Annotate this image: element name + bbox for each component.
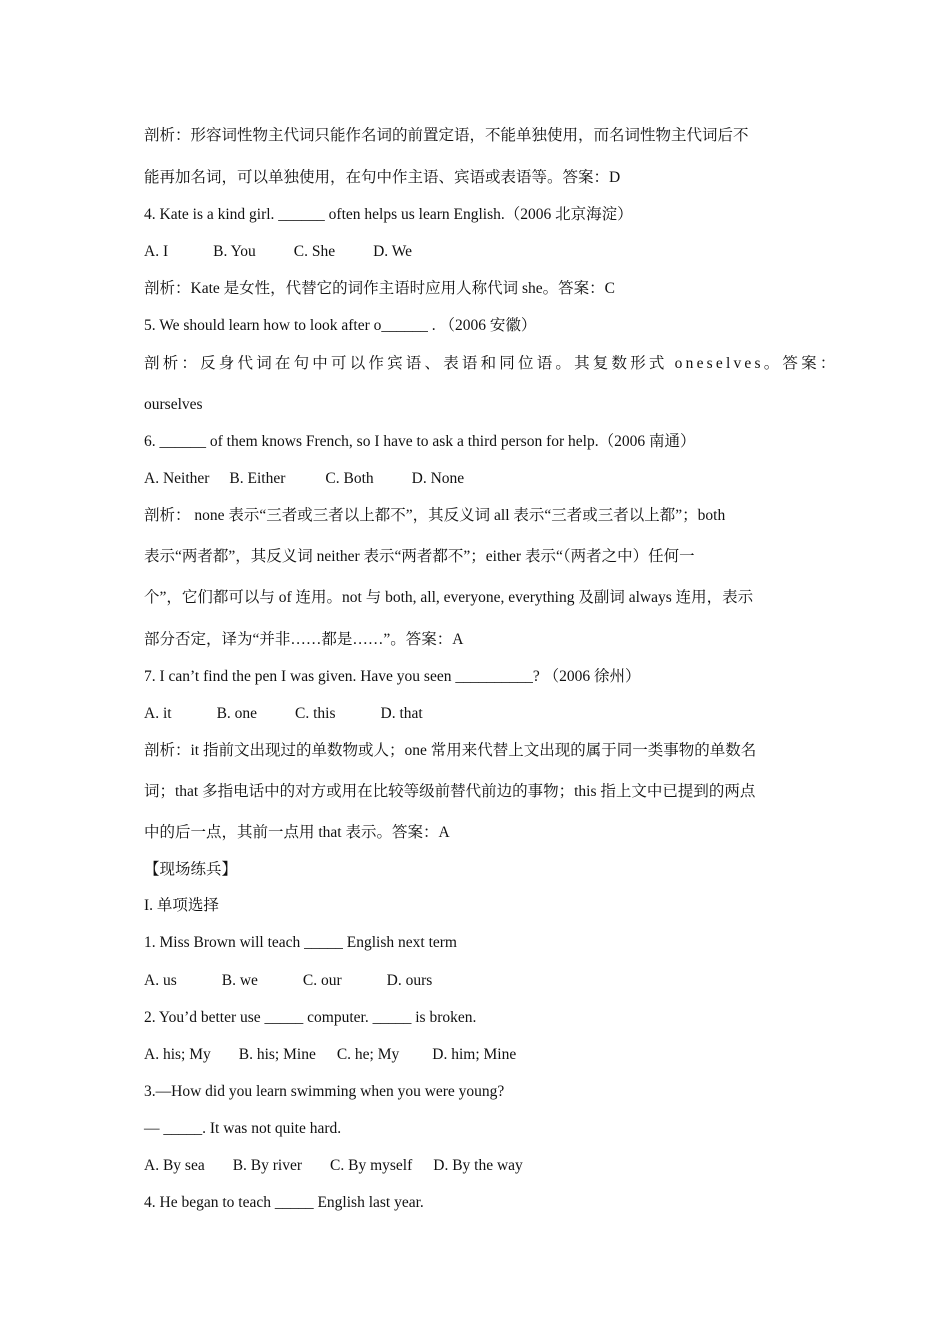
question-5: 5. We should learn how to look after o______ . （2006 安徽） <box>144 317 537 334</box>
option-c: C. She <box>293 243 336 260</box>
option-d: D. that <box>380 705 423 722</box>
option-a: A. his; My <box>144 1046 211 1063</box>
option-a: A. us <box>144 972 177 989</box>
analysis-text: 剖析：it 指前文出现过的单数物或人；one 常用来代替上文出现的属于同一类事物的单数名 <box>144 742 757 759</box>
analysis-text: 个”，它们都可以与 of 连用。not 与 both, all, everyone, everything 及副词 always 连用，表示 <box>144 589 754 606</box>
option-a: A. Neither <box>144 470 210 487</box>
option-c: C. this <box>295 705 336 722</box>
question-7: 7. I can’t find the pen I was given. Have you seen __________? （2006 徐州） <box>144 668 641 685</box>
option-a: A. I <box>144 243 169 260</box>
question-6: 6. ______ of them knows French, so I have to ask a third person for help.（2006 南通） <box>144 433 696 450</box>
option-d: D. We <box>373 243 413 260</box>
option-a: A. it <box>144 705 172 722</box>
option-b: B. By river <box>232 1157 303 1174</box>
option-b: B. one <box>216 705 258 722</box>
answer-text: ourselves <box>144 396 203 413</box>
question-4: 4. Kate is a kind girl. ______ often helps us learn English.（2006 北京海淀） <box>144 206 633 223</box>
analysis-text: 剖析： none 表示“三者或三者以上都不”，其反义词 all 表示“三者或三者以上都”；both <box>144 507 726 524</box>
section-heading: 【现场练兵】 <box>144 861 238 878</box>
option-c: C. he; My <box>336 1046 400 1063</box>
option-a: A. By sea <box>144 1157 205 1174</box>
analysis-text: 表示“两者都”，其反义词 neither 表示“两者都不”；either 表示“（两者之中）任何一 <box>144 548 695 565</box>
practice-question-1-options <box>144 971 432 991</box>
option-b: B. we <box>221 972 258 989</box>
analysis-text: 词；that 多指电话中的对方或用在比较等级前替代前边的事物；this 指上文中已提到的两点 <box>144 783 756 800</box>
option-d: D. ours <box>386 972 433 989</box>
option-b: B. Either <box>229 470 286 487</box>
option-d: D. him; Mine <box>432 1046 517 1063</box>
analysis-text: 剖析：反身代词在句中可以作宾语、表语和同位语。其复数形式 oneselves。答案： <box>144 355 839 372</box>
option-b: B. his; Mine <box>238 1046 316 1063</box>
practice-question-3: 3.—How did you learn swimming when you were young? <box>144 1083 505 1100</box>
subsection-heading: I. 单项选择 <box>144 897 219 914</box>
analysis-text: 能再加名词，可以单独使用，在句中作主语、宾语或表语等。答案：D <box>144 169 621 186</box>
option-d: D. By the way <box>433 1157 523 1174</box>
practice-question-3-reply: — _____. It was not quite hard. <box>144 1120 342 1137</box>
practice-question-2-options <box>144 1045 516 1065</box>
option-c: C. our <box>302 972 342 989</box>
option-c: C. By myself <box>330 1157 413 1174</box>
practice-question-1: 1. Miss Brown will teach _____ English next term <box>144 934 457 951</box>
analysis-text: 部分否定，译为“并非……都是……”。答案：A <box>144 631 464 648</box>
question-6-options <box>144 469 464 489</box>
analysis-text: 剖析：Kate 是女性，代替它的词作主语时应用人称代词 she。答案：C <box>144 280 616 297</box>
practice-question-3-options <box>144 1156 523 1176</box>
analysis-text: 剖析：形容词性物主代词只能作名词的前置定语，不能单独使用，而名词性物主代词后不 <box>144 127 749 144</box>
option-d: D. None <box>411 470 465 487</box>
practice-question-2: 2. You’d better use _____ computer. _____ is broken. <box>144 1009 477 1026</box>
analysis-text: 中的后一点，其前一点用 that 表示。答案：A <box>144 824 450 841</box>
question-7-options <box>144 704 423 724</box>
practice-question-4: 4. He began to teach _____ English last year. <box>144 1194 424 1211</box>
option-b: B. You <box>213 243 256 260</box>
option-c: C. Both <box>325 470 374 487</box>
question-4-options <box>144 242 412 262</box>
